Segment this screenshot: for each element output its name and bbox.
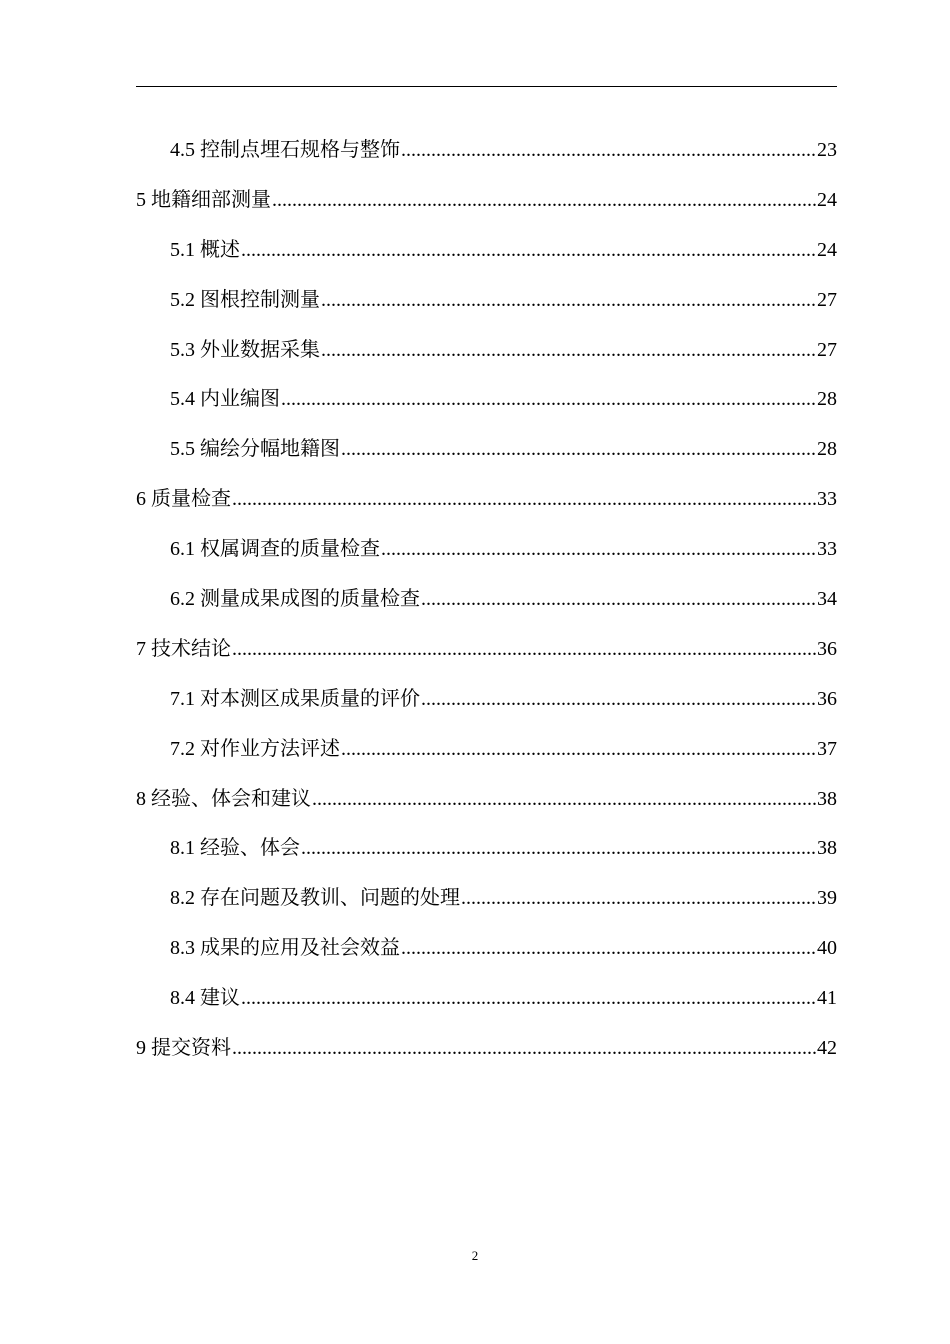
toc-entry[interactable] — [136, 276, 837, 326]
toc-entry[interactable] — [136, 176, 837, 226]
toc-entry-title: 5.1 概述 — [170, 238, 240, 261]
toc-entry-page: 23 — [817, 139, 837, 161]
toc-entry-page: 37 — [817, 737, 837, 760]
toc-entry[interactable] — [136, 326, 837, 376]
toc-entry-page: 41 — [817, 987, 837, 1010]
toc-entry-page: 33 — [817, 488, 837, 511]
toc-dot-leader — [272, 176, 816, 226]
toc-dot-leader — [321, 276, 816, 326]
toc-entry[interactable] — [136, 425, 837, 475]
toc-entry[interactable] — [136, 475, 837, 525]
toc-entry-page: 27 — [817, 288, 837, 311]
toc-dot-leader — [241, 974, 816, 1024]
toc-entry-page: 36 — [817, 687, 837, 710]
toc-dot-leader — [341, 725, 816, 775]
toc-entry-title: 7.1 对本测区成果质量的评价 — [170, 687, 420, 710]
toc-entry-page: 33 — [817, 538, 837, 561]
toc-entry[interactable] — [136, 824, 837, 874]
toc-entry[interactable] — [136, 375, 837, 425]
toc-entry-page: 24 — [817, 188, 837, 211]
toc-entry-title: 9 提交资料 — [136, 1037, 231, 1060]
toc-dot-leader — [421, 575, 816, 625]
toc-dot-leader — [421, 675, 816, 725]
toc-entry-page: 34 — [817, 588, 837, 611]
toc-dot-leader — [401, 126, 816, 176]
toc-entry-title: 8.1 经验、体会 — [170, 837, 300, 860]
toc-entry-page: 39 — [817, 887, 837, 910]
toc-entry-page: 40 — [817, 937, 837, 960]
toc-dot-leader — [312, 775, 816, 825]
toc-entry-title: 7.2 对作业方法评述 — [170, 737, 340, 760]
toc-entry-title: 8.4 建议 — [170, 987, 240, 1010]
toc-entry-title: 6.1 权属调查的质量检查 — [170, 538, 380, 561]
toc-dot-leader — [321, 326, 816, 376]
toc-entry-title: 5.5 编绘分幅地籍图 — [170, 438, 340, 461]
toc-dot-leader — [301, 824, 816, 874]
toc-entry-title: 5.4 内业编图 — [170, 388, 280, 411]
toc-dot-leader — [341, 425, 816, 475]
toc-entry[interactable] — [136, 874, 837, 924]
page-number: 2 — [471, 1248, 479, 1263]
toc-entry-page: 36 — [817, 637, 837, 660]
toc-dot-leader — [232, 1024, 816, 1074]
toc-entry-title: 5.2 图根控制测量 — [170, 288, 320, 311]
toc-entry-page: 38 — [817, 787, 837, 810]
toc-entry[interactable] — [136, 126, 837, 176]
toc-entry-page: 38 — [817, 837, 837, 860]
toc-entry-page: 42 — [817, 1037, 837, 1060]
table-of-contents — [136, 126, 837, 1074]
toc-entry[interactable] — [136, 725, 837, 775]
toc-entry-title: 8.2 存在问题及教训、问题的处理 — [170, 887, 460, 910]
toc-entry[interactable] — [136, 226, 837, 276]
toc-entry-page: 28 — [817, 388, 837, 411]
toc-entry-title: 8.3 成果的应用及社会效益 — [170, 937, 400, 960]
toc-entry[interactable] — [136, 974, 837, 1024]
header-rule — [136, 86, 837, 87]
toc-dot-leader — [241, 226, 816, 276]
toc-entry[interactable] — [136, 575, 837, 625]
toc-dot-leader — [461, 874, 816, 924]
toc-entry[interactable] — [136, 625, 837, 675]
toc-entry-title: 6.2 测量成果成图的质量检查 — [170, 588, 420, 611]
toc-entry[interactable] — [136, 675, 837, 725]
toc-dot-leader — [381, 525, 816, 575]
toc-entry-page: 28 — [817, 438, 837, 461]
toc-entry-title: 7 技术结论 — [136, 637, 231, 660]
toc-entry-title: 4.5 控制点埋石规格与整饰 — [170, 139, 400, 161]
toc-entry-title: 5.3 外业数据采集 — [170, 338, 320, 361]
toc-dot-leader — [281, 375, 816, 425]
toc-dot-leader — [232, 625, 816, 675]
toc-entry[interactable] — [136, 775, 837, 825]
toc-dot-leader — [232, 475, 816, 525]
toc-entry-title: 6 质量检查 — [136, 488, 231, 511]
toc-entry[interactable] — [136, 924, 837, 974]
toc-entry-page: 27 — [817, 338, 837, 361]
toc-dot-leader — [401, 924, 816, 974]
toc-entry-page: 24 — [817, 238, 837, 261]
toc-entry-title: 5 地籍细部测量 — [136, 188, 271, 211]
toc-entry[interactable] — [136, 525, 837, 575]
toc-entry-title: 8 经验、体会和建议 — [136, 787, 311, 810]
toc-entry[interactable] — [136, 1024, 837, 1074]
